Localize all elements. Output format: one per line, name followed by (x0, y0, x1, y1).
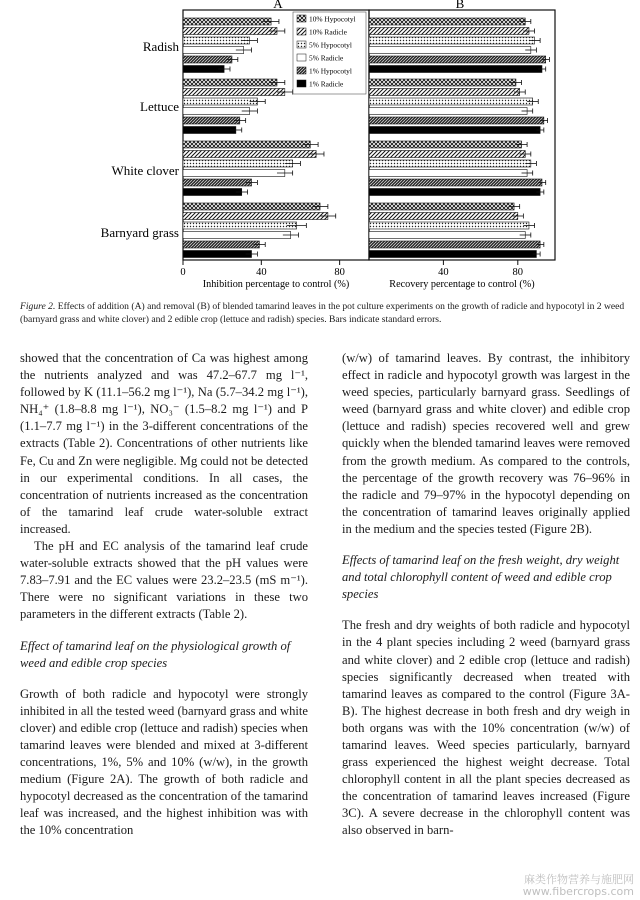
panel-a-lettuce-5-hypocotyl-bar (183, 98, 257, 105)
paragraph-ph-ec: The pH and EC analysis of the tamarind leaf crude water-soluble extracts showed that the pH values were 7.83–7.91 and the EC values were 23.2–23.5 (mS m⁻¹). There were no significant variations in these two parameters in the different extracts (Table 2). (20, 539, 308, 622)
panel-b-white-clover-10-radicle-bar (369, 151, 525, 158)
category-label-white-clover: White clover (111, 163, 179, 178)
panel-a-lettuce-10-radicle-bar (183, 89, 285, 96)
panel-a-lettuce-10-hypocotyl-bar (183, 79, 277, 86)
panel-a-white-clover-5-radicle-bar (183, 170, 285, 177)
panel-a-barnyard-grass-1-radicle-bar (183, 251, 252, 258)
panel-a-tick-label-0: 0 (180, 267, 186, 278)
panel-a-white-clover-10-radicle-bar (183, 151, 316, 158)
panel-b-white-clover-5-radicle-bar (369, 170, 527, 177)
panel-a-white-clover-5-hypocotyl-bar (183, 160, 293, 167)
paragraph-growth-inhibition: Growth of both radicle and hypocotyl were strongly inhibited in all the tested weed (barnyard grass and white clover) and edible crop (lettuce and radish) species when tamarind leaves were blended and mixed at 3-different concentrations, 1%, 5% and 10% (w/w), in the growth medium (Figure 2A). The growth of both radicle and hypocotyl decreased as the concentration of the tamarind leaf was increased, and the highest inhibition was with the 10% concentration (20, 686, 308, 838)
figure-caption (20, 300, 630, 326)
panel-b-axis (438, 260, 523, 278)
panel-b-barnyard-grass-1-hypocotyl-bar (369, 241, 540, 248)
legend-label-1-hypocotyl: 1% Hypocotyl (309, 66, 352, 76)
panel-a-barnyard-grass-5-radicle-bar (183, 232, 291, 239)
panel-b-lettuce-1-radicle-bar (369, 127, 540, 134)
figure-2 (0, 0, 640, 300)
paragraph-weight-chlorophyll: The fresh and dry weights of both radicle and hypocotyl in the 4 plant species including 2 weed (barnyard grass and white clover) and 2 edible crop (lettuce and radish) species significantly decreased when treated with tamarind leaves as compared to the control (Figure 3A-B). The highest decrease in both fresh and dry weigh in both organs was with the 10% concentration (w/w) of tamarind leaves. Weed species particularly, barnyard grass experienced the highest weight decrease. Total chlorophyll content in all the plant species decreased as the concentration of tamarind leaves increased (Figure 3C). A severe decrease in the chlorophyll content was also observed in barn- (342, 618, 630, 838)
section-heading-fresh-dry-weight: Effects of tamarind leaf on the fresh weight, dry weight and total chlorophyll content of weed and edible crop species (342, 553, 620, 602)
panel-a-radish-5-hypocotyl-bar (183, 37, 250, 44)
panel-b-lettuce-5-radicle-bar (369, 108, 527, 115)
watermark (523, 874, 634, 898)
panel-b-barnyard-grass-10-hypocotyl-bar (369, 203, 514, 210)
panel-label-b: B (455, 0, 465, 11)
panel-b-lettuce-5-hypocotyl-bar (369, 98, 533, 105)
panel-b-lettuce-10-radicle-bar (369, 89, 520, 96)
legend-label-5-hypocotyl: 5% Hypocotyl (309, 40, 352, 50)
panel-b-bars (369, 18, 549, 258)
paragraph-growth-recovery: (w/w) of tamarind leaves. By contrast, the inhibitory effect in radicle and hypocotyl growth was largest in the weed species, particularly barnyard grass. Seedlings of weed (barnyard grass and white clover) and edible crop (lettuce and radish) species recovered well and grew quickly when the blended tamarind leaves were removed from the growth medium. As compared to the controls, the percentage of the growth recovery was 76–96% in the radicle and 79–97% in the hypocotyl depending on the concentration of tamarind leaves originally applied in the medium and the species tested (Figure 2B). (342, 351, 630, 536)
panel-b-white-clover-5-hypocotyl-bar (369, 160, 531, 167)
legend-swatch-1-hypocotyl (297, 67, 306, 74)
panel-a-barnyard-grass-5-hypocotyl-bar (183, 222, 297, 229)
panel-a-lettuce-1-radicle-bar (183, 127, 236, 134)
panel-b-barnyard-grass-5-hypocotyl-bar (369, 222, 529, 229)
legend-swatch-10-hypocotyl (297, 15, 306, 22)
panel-a-axis (180, 260, 345, 278)
panel-b-barnyard-grass-1-radicle-bar (369, 251, 536, 258)
panel-a-lettuce-5-radicle-bar (183, 108, 250, 115)
watermark-line-2: www.fibercrops.com (522, 885, 634, 898)
panel-b-white-clover-10-hypocotyl-bar (369, 141, 522, 148)
body-column-left (20, 350, 308, 840)
panel-b-tick-label-40: 40 (438, 267, 449, 278)
panel-b-white-clover-1-radicle-bar (369, 189, 540, 196)
legend-swatch-5-radicle (297, 54, 306, 61)
panel-b-radish-10-radicle-bar (369, 28, 529, 35)
panel-a-radish-10-hypocotyl-bar (183, 18, 271, 25)
watermark-line-1: 麻类作物营养与施肥网 (524, 873, 634, 886)
category-label-lettuce: Lettuce (140, 99, 179, 114)
panel-b-radish-1-radicle-bar (369, 66, 542, 73)
panel-a-white-clover-1-radicle-bar (183, 189, 242, 196)
panel-a-barnyard-grass-10-radicle-bar (183, 213, 328, 220)
panel-b-lettuce-10-hypocotyl-bar (369, 79, 516, 86)
panel-b-lettuce-1-hypocotyl-bar (369, 117, 544, 124)
paragraph-nutrients: showed that the concentration of Ca was highest among the nutrients analyzed and was 47.2–67.7 mg l⁻¹, followed by K (11.1–56.2 mg l⁻¹), Na (5.7–34.2 mg l⁻¹), NH₄⁺ (1.8–8.8 mg l⁻¹), NO₃⁻ (1.5–8.2 mg l⁻¹) and P (1.1–7.7 mg l⁻¹) in the 3-different concentrations of the extracts (Table 2). Concentrations of other nutrients like Fe, Cu and Zn were negligible. Mg could not be detected in our experimental conditions. In all cases, the concentration of nutrients increased as the concentration of the tamarind leaf crude water-soluble extract increased. (20, 351, 308, 536)
panel-b-radish-1-hypocotyl-bar (369, 56, 546, 63)
section-heading-physiological-growth: Effect of tamarind leaf on the physiological growth of weed and edible crop species (20, 638, 291, 670)
panel-a-xlabel: Inhibition percentage to control (%) (202, 279, 350, 290)
body-column-right (342, 350, 630, 840)
legend-swatch-10-radicle (297, 28, 306, 35)
panel-a-barnyard-grass-10-hypocotyl-bar (183, 203, 320, 210)
panel-b-radish-5-radicle-bar (369, 47, 531, 54)
category-label-barnyard-grass: Barnyard grass (100, 225, 179, 240)
panel-a-white-clover-10-hypocotyl-bar (183, 141, 310, 148)
legend-label-1-radicle: 1% Radicle (309, 79, 344, 89)
legend-label-5-radicle: 5% Radicle (309, 53, 344, 63)
panel-a-radish-1-radicle-bar (183, 66, 224, 73)
category-label-radish: Radish (142, 39, 179, 54)
legend-label-10-hypocotyl: 10% Hypocotyl (309, 14, 356, 24)
panel-b-radish-10-hypocotyl-bar (369, 18, 525, 25)
panel-b-radish-5-hypocotyl-bar (369, 37, 535, 44)
legend (293, 12, 366, 94)
panel-a-barnyard-grass-1-hypocotyl-bar (183, 241, 259, 248)
panel-b-barnyard-grass-10-radicle-bar (369, 213, 518, 220)
panel-a-radish-1-hypocotyl-bar (183, 56, 232, 63)
panel-label-a: A (273, 0, 283, 11)
panel-a-white-clover-1-hypocotyl-bar (183, 179, 252, 186)
panel-a-lettuce-1-hypocotyl-bar (183, 117, 240, 124)
panel-a-tick-label-40: 40 (256, 267, 267, 278)
figure-caption-text: Effects of addition (A) and removal (B) of blended tamarind leaves in the pot culture experiments on the growth of radicle and hypocotyl in 2 weed (barnyard grass and white clover) and 2 edible crop (lettuce and radish) species. Bars indicate standard errors. (20, 301, 625, 325)
panel-a-tick-label-80: 80 (334, 267, 345, 278)
panel-b-xlabel: Recovery percentage to control (%) (389, 279, 535, 290)
legend-swatch-5-hypocotyl (297, 41, 306, 48)
panel-a-radish-5-radicle-bar (183, 47, 244, 54)
figure-caption-label: Figure 2. (20, 301, 56, 312)
legend-swatch-1-radicle (297, 80, 306, 87)
panel-b-white-clover-1-hypocotyl-bar (369, 179, 542, 186)
panel-a-radish-10-radicle-bar (183, 28, 277, 35)
legend-label-10-radicle: 10% Radicle (309, 27, 347, 37)
panel-b-tick-label-80: 80 (512, 267, 524, 278)
panel-b-barnyard-grass-5-radicle-bar (369, 232, 525, 239)
